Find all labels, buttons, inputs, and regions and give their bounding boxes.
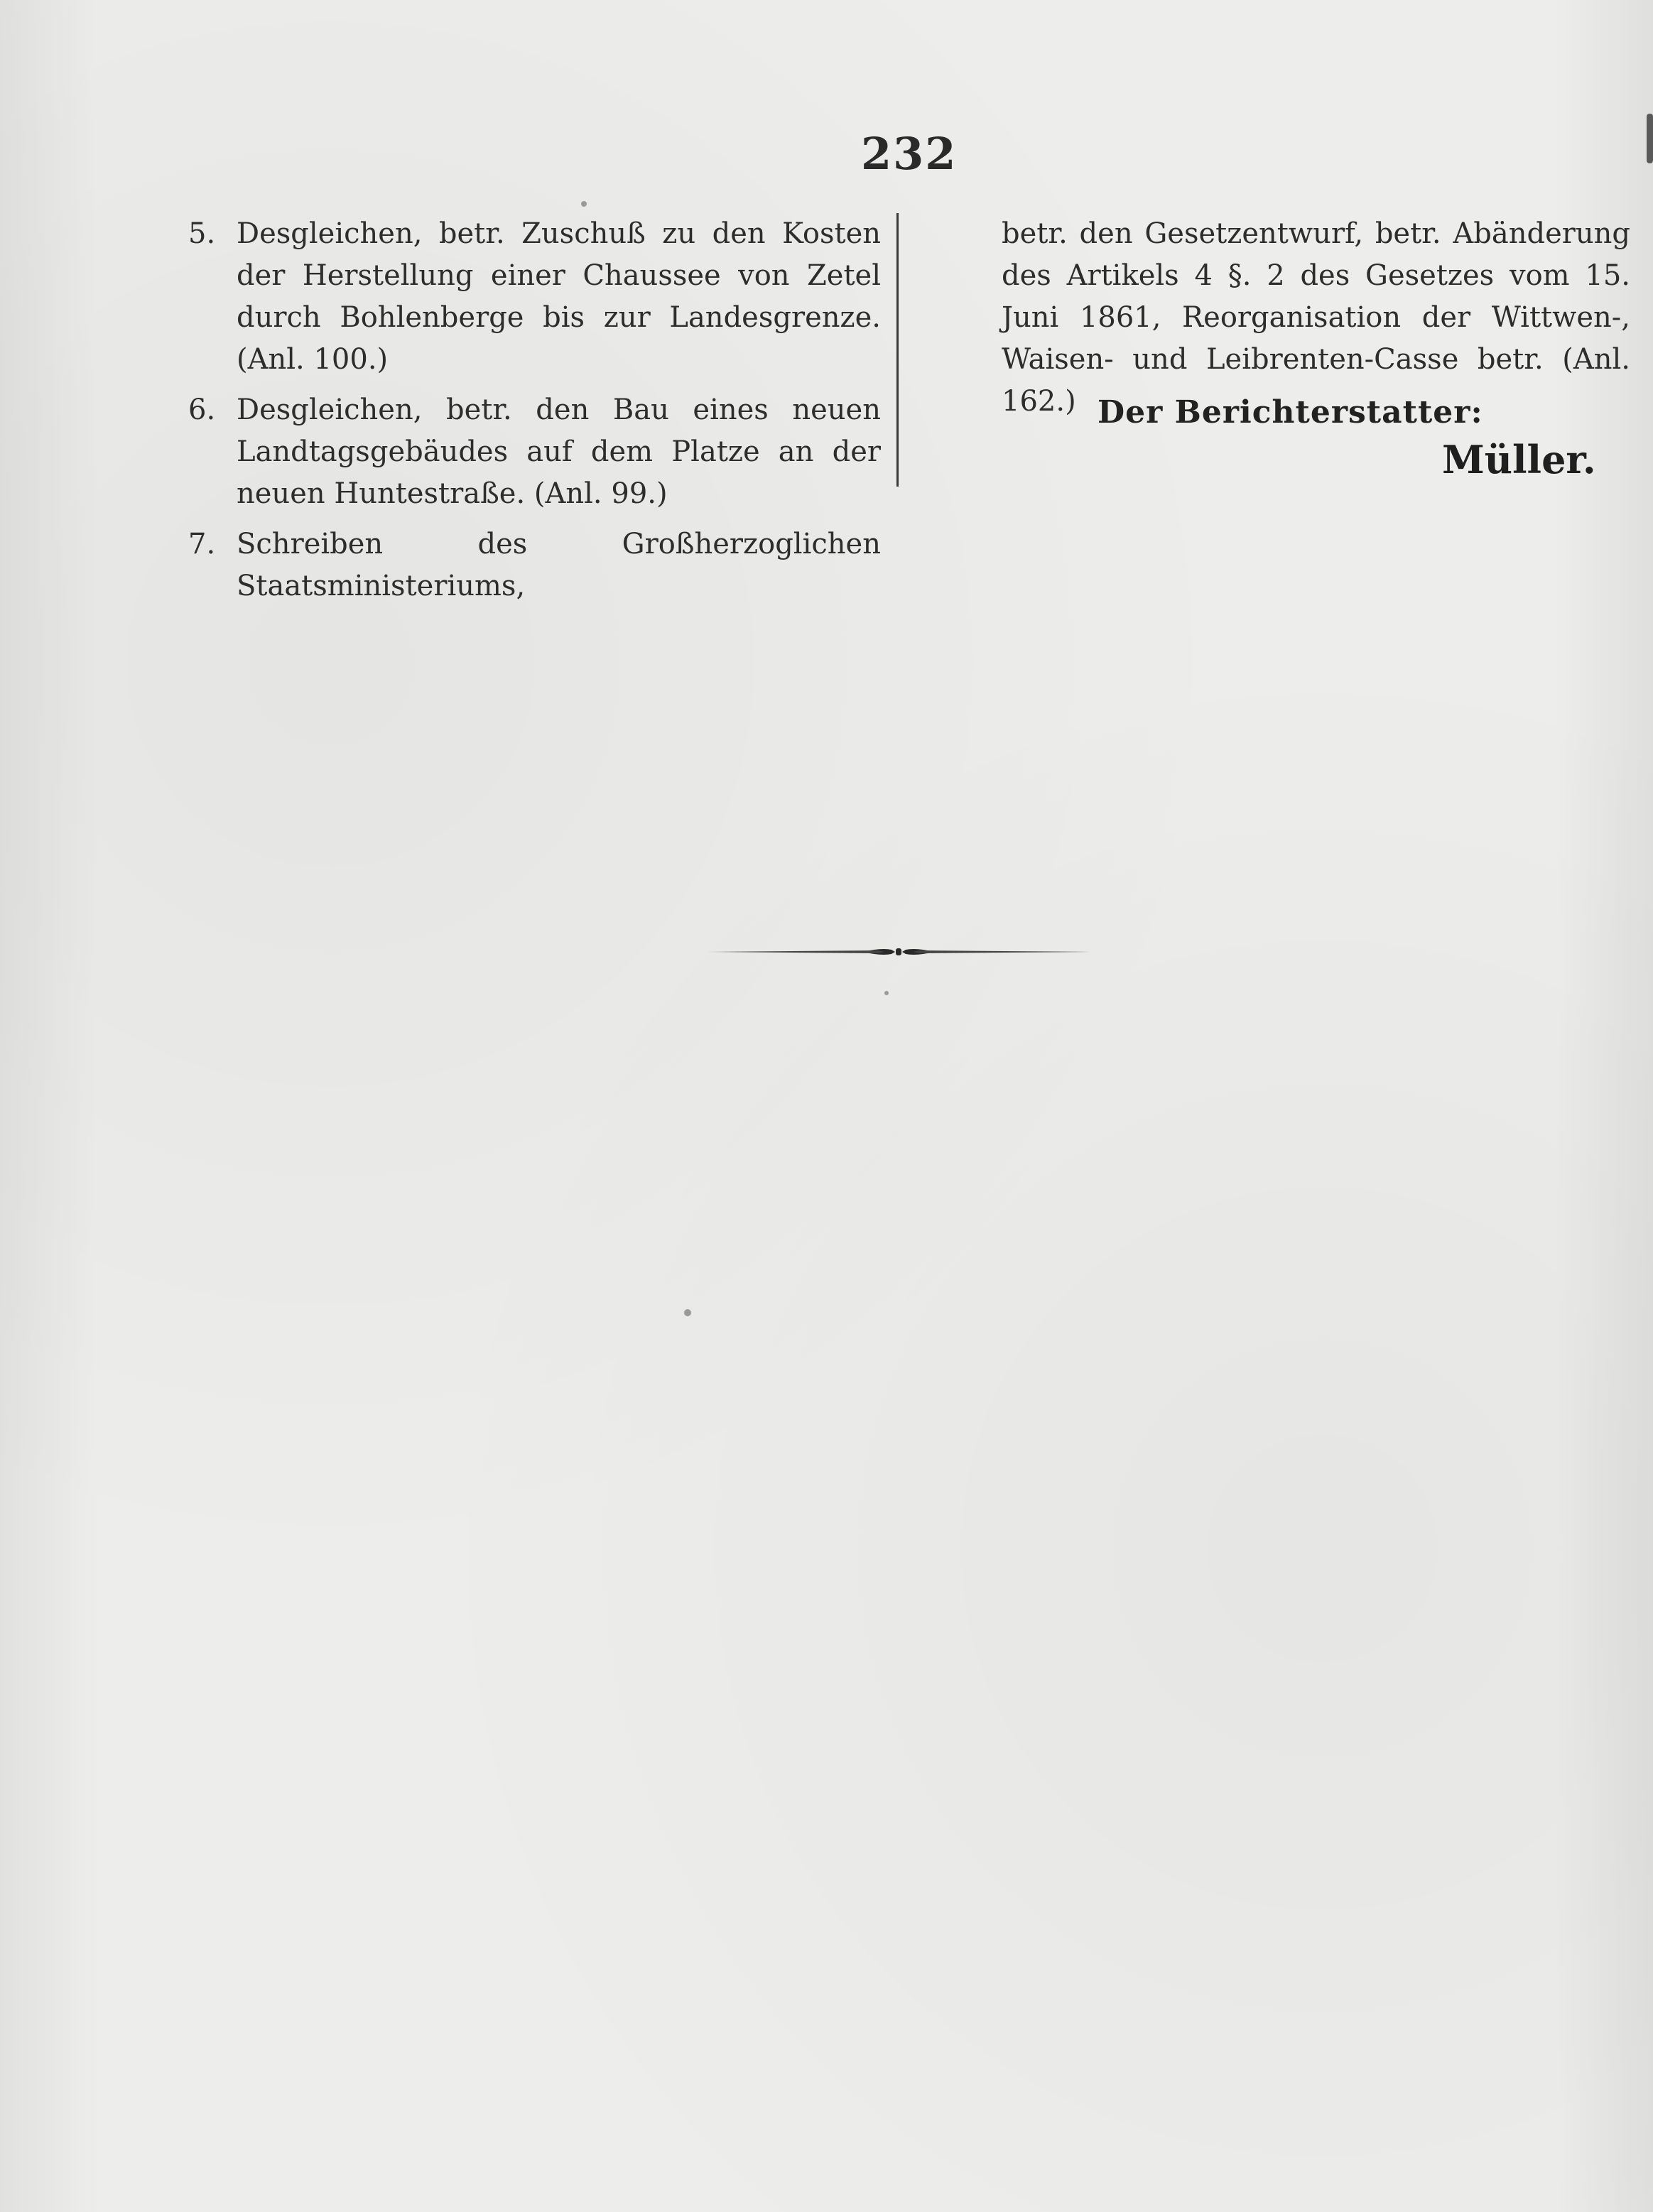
entry-number: 5. xyxy=(188,217,216,250)
left-column xyxy=(188,213,881,616)
entry-text: Schreiben des Großherzoglichen Staatsministeriums, xyxy=(237,528,881,602)
entry-number: 6. xyxy=(188,394,216,426)
right-column xyxy=(1002,213,1630,423)
paper-speck xyxy=(884,991,889,995)
paper-speck xyxy=(1647,114,1653,163)
entry-text: Desgleichen, betr. Zuschuß zu den Kosten der Herstellung einer Chaussee von Zetel durch Bohlenberge bis zur Landesgrenze. (Anl. 100.) xyxy=(237,217,881,376)
paper-speck xyxy=(684,1309,691,1316)
entry-number: 7. xyxy=(188,528,216,560)
entry-text: Desgleichen, betr. den Bau eines neuen Landtagsgebäudes auf dem Platze an der neuen Huntestraße. (Anl. 99.) xyxy=(237,394,881,510)
continuation-text: betr. den Gesetzentwurf, betr. Abänderung des Artikels 4 §. 2 des Gesetzes vom 15. Juni 1861, Reorganisation der Wittwen-, Waisen- und Leibrenten-Casse betr. (Anl. 162.) xyxy=(1002,217,1630,418)
signature-label: Der Berichterstatter: xyxy=(1098,394,1483,430)
signature-name: Müller. xyxy=(1442,437,1596,482)
ornamental-divider xyxy=(678,941,1119,963)
list-item xyxy=(188,524,881,607)
page-number: 232 xyxy=(861,128,958,180)
list-item xyxy=(188,389,881,515)
list-item xyxy=(188,213,881,381)
column-divider xyxy=(896,213,899,487)
paper-speck xyxy=(581,201,587,207)
